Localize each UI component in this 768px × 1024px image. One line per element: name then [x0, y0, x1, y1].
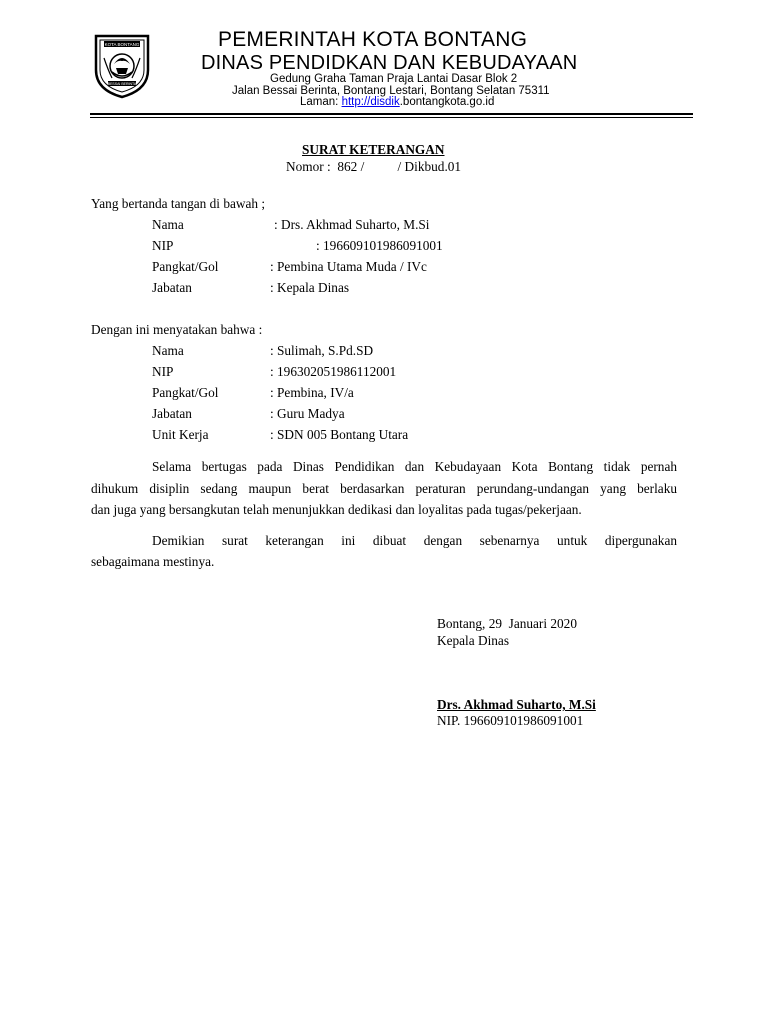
- subject-name-label: Nama: [152, 343, 184, 358]
- letterhead-website: [300, 96, 494, 108]
- place-date: Bontang, 29 Januari 2020: [437, 616, 577, 631]
- closing-statement-line1: Demikian surat keterangan ini dibuat dengan sebenarnya untuk dipergunakan: [152, 533, 677, 548]
- signer-position-value: : Kepala Dinas: [270, 280, 350, 295]
- letterhead-divider-thick: [90, 113, 693, 115]
- subject-rank-label: Pangkat/Gol: [152, 385, 219, 400]
- intro-signer: Yang bertanda tangan di bawah ;: [91, 196, 266, 211]
- signer-name-label: Nama: [152, 217, 184, 232]
- subject-unit-value: : SDN 005 Bontang Utara: [270, 427, 409, 442]
- signer-rank-value: : Pembina Utama Muda / IVc: [270, 259, 427, 274]
- signer-nip-value: : 196609101986091001: [316, 238, 443, 253]
- signer-name: Drs. Akhmad Suharto, M.Si: [437, 697, 596, 712]
- statement-line3: dan juga yang bersangkutan telah menunjukkan dedikasi dan loyalitas pada tugas/pekerjaan.: [91, 502, 582, 517]
- letterhead-address1: Gedung Graha Taman Praja Lantai Dasar Blok 2: [270, 73, 518, 85]
- signer-rank-label: Pangkat/Gol: [152, 259, 219, 274]
- logo-bottom-text: BESSAI BERINTA: [107, 82, 137, 86]
- subject-unit-label: Unit Kerja: [152, 427, 209, 442]
- signer-nip-label: NIP: [152, 238, 174, 253]
- intro-subject: Dengan ini menyatakan bahwa :: [91, 322, 263, 337]
- letterhead-divider-thin: [90, 117, 693, 118]
- website-domain: .bontangkota.go.id: [399, 96, 495, 108]
- statement-line2: dihukum disiplin sedang maupun berat berdasarkan peraturan perundang-undangan yang berlaku: [91, 481, 677, 496]
- letterhead-line2: DINAS PENDIDKAN DAN KEBUDAYAAN: [201, 52, 578, 74]
- subject-position-label: Jabatan: [152, 406, 192, 421]
- closing-statement-line2: sebagaimana mestinya.: [91, 554, 215, 569]
- logo-top-text: KOTA BONTANG: [104, 42, 140, 47]
- website-label: Laman:: [300, 96, 342, 108]
- signer-name-value: : Drs. Akhmad Suharto, M.Si: [274, 217, 430, 232]
- letter-title: SURAT KETERANGAN: [302, 142, 445, 157]
- letterhead-address2: Jalan Bessai Berinta, Bontang Lestari, Bontang Selatan 75311: [232, 85, 550, 97]
- subject-nip-value: : 196302051986112001: [270, 364, 397, 379]
- subject-name-value: : Sulimah, S.Pd.SD: [270, 343, 374, 358]
- letter-number: Nomor : 862 / / Dikbud.01: [286, 159, 462, 174]
- signer-title: Kepala Dinas: [437, 633, 509, 648]
- subject-position-value: : Guru Madya: [270, 406, 345, 421]
- signer-position-label: Jabatan: [152, 280, 192, 295]
- subject-nip-label: NIP: [152, 364, 174, 379]
- signer-nip: NIP. 196609101986091001: [437, 713, 584, 728]
- letterhead-line1: PEMERINTAH KOTA BONTANG: [218, 28, 528, 51]
- statement-line1: Selama bertugas pada Dinas Pendidikan dan Kebudayaan Kota Bontang tidak pernah: [152, 459, 677, 474]
- website-link[interactable]: http://disdik: [341, 96, 400, 108]
- bontang-city-emblem-icon: [90, 30, 154, 100]
- subject-rank-value: : Pembina, IV/a: [270, 385, 354, 400]
